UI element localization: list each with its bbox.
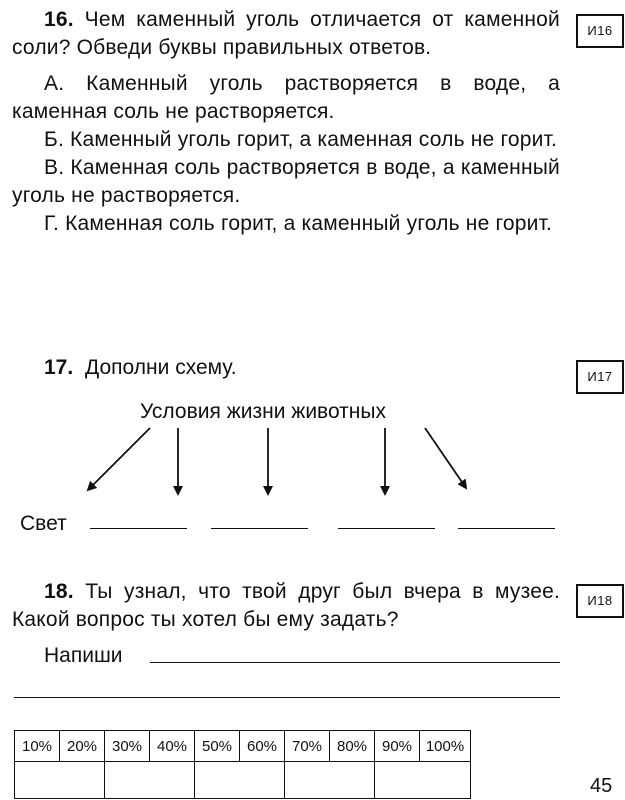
percent-cell-10: 10% [15, 731, 60, 762]
arrow-5 [425, 428, 466, 488]
percent-cell-80: 80% [330, 731, 375, 762]
write-label: Напиши [44, 644, 123, 667]
scheme-blank-1[interactable] [90, 528, 187, 529]
answer-cell[interactable] [15, 762, 105, 799]
badge-i17: И17 [576, 360, 624, 394]
scheme-blank-4[interactable] [458, 528, 555, 529]
task-16-option-a[interactable]: А. Каменный уголь растворяется в воде, а каменная соль не растворяется. [12, 72, 560, 123]
badge-i16: И16 [576, 14, 624, 48]
scheme-title: Условия жизни животных [140, 400, 386, 423]
percent-header-row [15, 731, 471, 762]
percent-cell-40: 40% [150, 731, 195, 762]
percent-answer-row [15, 762, 471, 799]
percent-table [14, 730, 471, 799]
task-16-number: 16. [44, 8, 74, 31]
percent-cell-60: 60% [240, 731, 285, 762]
percent-cell-30: 30% [105, 731, 150, 762]
task-17-number: 17. [44, 356, 74, 379]
scheme-item-light: Свет [20, 512, 67, 535]
answer-cell[interactable] [105, 762, 195, 799]
task-16-question: Чем каменный уголь отличается от каменной соли? Обведи буквы правильных ответов. [12, 8, 560, 59]
answer-cell[interactable] [195, 762, 285, 799]
task-16-option-b[interactable]: Б. Каменный уголь горит, а каменная соль не горит. [44, 128, 558, 151]
percent-cell-70: 70% [285, 731, 330, 762]
page-number: 45 [590, 775, 613, 797]
task-17-instruction: Дополни схему. [85, 356, 237, 379]
task-18 [12, 578, 560, 634]
percent-cell-20: 20% [60, 731, 105, 762]
task-16-option-c[interactable]: В. Каменная соль растворяется в воде, а каменный уголь не растворяется. [12, 156, 560, 207]
percent-cell-50: 50% [195, 731, 240, 762]
answer-cell[interactable] [285, 762, 375, 799]
task-16-option-d[interactable]: Г. Каменная соль горит, а каменный уголь не горит. [44, 212, 553, 235]
task-18-question-paragraph [12, 578, 560, 634]
scheme-blank-3[interactable] [338, 528, 435, 529]
answer-line-1[interactable] [150, 662, 560, 663]
badge-i18: И18 [576, 584, 624, 618]
arrow-1 [88, 428, 150, 490]
answer-line-2[interactable] [14, 697, 560, 698]
scheme-blank-2[interactable] [211, 528, 308, 529]
answer-cell[interactable] [375, 762, 471, 799]
task-18-number: 18. [44, 580, 74, 603]
percent-cell-100: 100% [420, 731, 471, 762]
percent-cell-90: 90% [375, 731, 420, 762]
task-18-question: Ты узнал, что твой друг был вчера в музее. Какой вопрос ты хотел бы ему задать? [12, 580, 560, 631]
